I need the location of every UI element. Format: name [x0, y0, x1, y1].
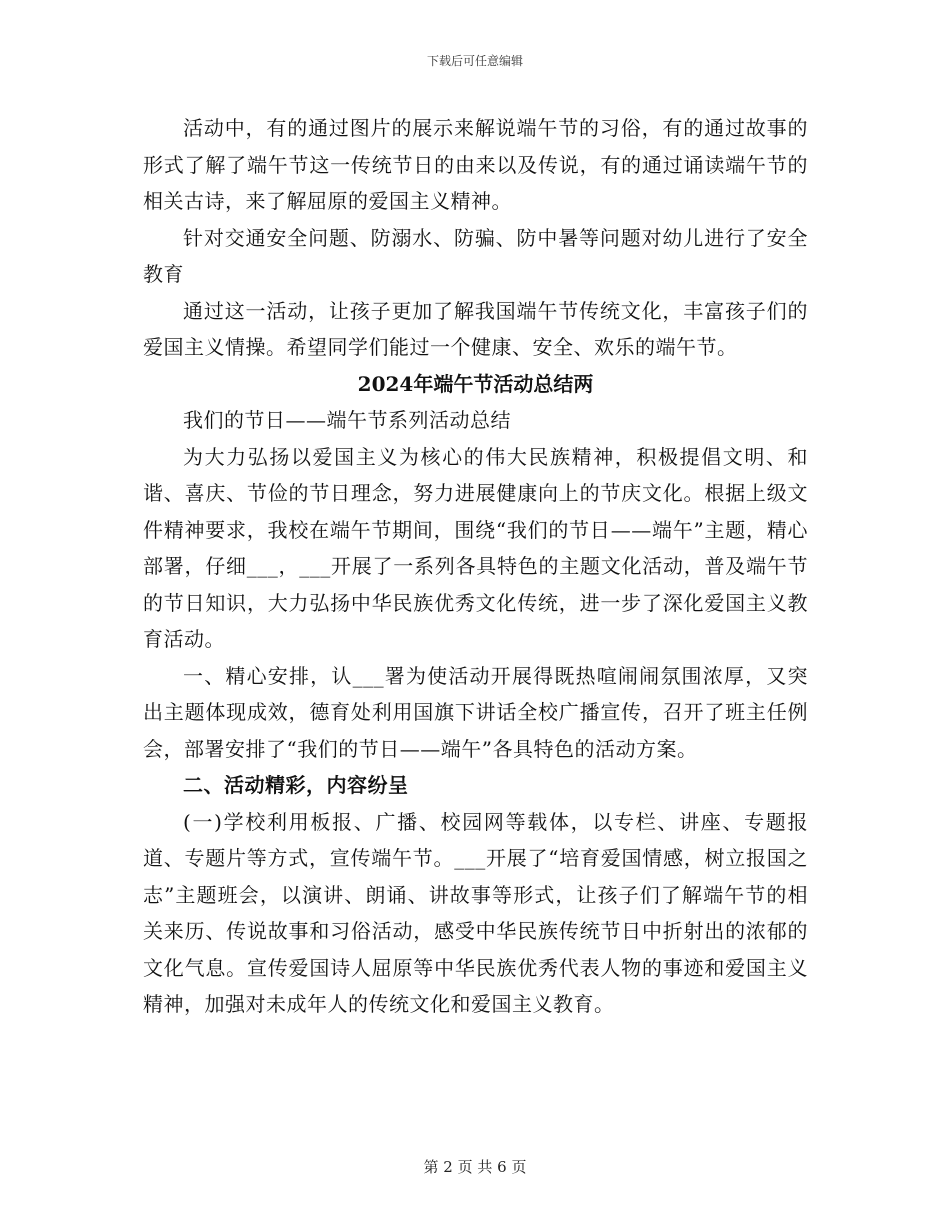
- page-footer: 第 2 页 共 6 页: [423, 1158, 527, 1176]
- paragraph-subtitle: 我们的节日——端午节系列活动总结: [183, 408, 511, 432]
- paragraph-section-one: 一、精心安排，认___署为使活动开展得既热喧闹闹氛围浓厚，又突出主题体现成效，德育处利用国旗下讲话全校广播宣传，召开了班主任例会，部署安排了“我们的节日——端午”各具特色的活动方案。: [143, 663, 808, 761]
- paragraph-school-activities: (一)学校利用板报、广播、校园网等载体，以专栏、讲座、专题报道、专题片等方式，宣传端午节。___开展了“培育爱国情感，树立报国之志”主题班会，以演讲、朗诵、讲故事等形式，让孩子们了解端午节的相关来历、传说故事和习俗活动，感受中华民族传统节日中折射出的浓郁的文化气息。宣传爱国诗人屈原等中华民族优秀代表人物的事迹和爱国主义精神，加强对未成年人的传统文化和爱国主义教育。: [143, 809, 808, 1016]
- paragraph-safety-education: 针对交通安全问题、防溺水、防骗、防中暑等问题对幼儿进行了安全教育: [143, 225, 808, 286]
- page-header: 下载后可任意编辑: [426, 54, 523, 68]
- paragraph-purpose: 为大力弘扬以爱国主义为核心的伟大民族精神，积极提倡文明、和谐、喜庆、节俭的节日理念，努力进展健康向上的节庆文化。根据上级文件精神要求，我校在端午节期间，围绕“我们的节日——端午”主题，精心部署，仔细___，___开展了一系列各具特色的主题文化活动，普及端午节的节日知识，大力弘扬中华民族优秀文化传统，进一步了深化爱国主义教育活动。: [143, 444, 808, 651]
- heading-section-two: 二、活动精彩，内容纷呈: [183, 773, 409, 797]
- paragraph-activity-conclusion: 通过这一活动，让孩子更加了解我国端午节传统文化，丰富孩子们的爱国主义情操。希望同学们能过一个健康、安全、欢乐的端午节。: [143, 298, 808, 359]
- section-title: 2024年端午节活动总结两: [357, 371, 594, 396]
- paragraph-activity-intro: 活动中，有的通过图片的展示来解说端午节的习俗，有的通过故事的形式了解了端午节这一传统节日的由来以及传说，有的通过诵读端午节的相关古诗，来了解屈原的爱国主义精神。: [143, 116, 808, 213]
- document-body: [143, 110, 808, 1023]
